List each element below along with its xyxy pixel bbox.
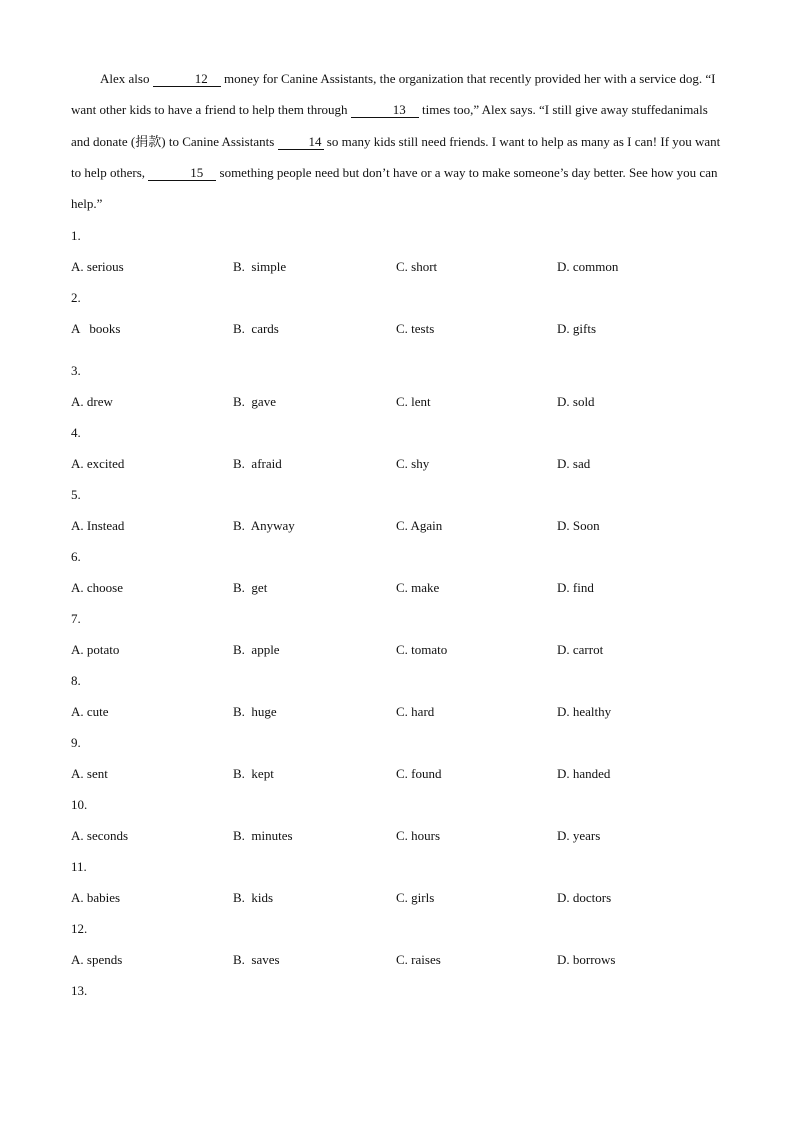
option-a: A. seconds [71, 828, 129, 843]
option-d: D. Soon [557, 518, 600, 533]
question-number: 1. [71, 228, 81, 243]
passage-text-segment: Alex also [100, 71, 153, 86]
option-d: D. find [557, 580, 594, 595]
option-a: A. cute [71, 704, 109, 719]
option-d: D. handed [557, 766, 611, 781]
answer-blank: 14 [278, 134, 324, 150]
options-row [71, 944, 731, 975]
answer-blank: 13 [351, 102, 419, 118]
option-b: B. simple [233, 259, 287, 274]
question-number: 13. [71, 983, 88, 998]
passage-text-segment: so many kids still need friends. I want to help as many as I can! If you want to help others, [71, 133, 721, 180]
option-d: D. doctors [557, 890, 612, 905]
passage [71, 63, 723, 219]
option-b: B. kept [233, 766, 274, 781]
question-number: 8. [71, 673, 81, 688]
options-row [71, 882, 731, 913]
option-b: B. gave [233, 394, 276, 409]
option-b: B. Anyway [233, 518, 295, 533]
option-d: D. carrot [557, 642, 604, 657]
option-a: A. sent [71, 766, 108, 781]
option-c: C. tests [396, 321, 435, 336]
option-c: C. short [396, 259, 438, 274]
option-a: A. Instead [71, 518, 125, 533]
option-b: B. saves [233, 952, 280, 967]
answer-blank: 12 [153, 71, 221, 87]
options-row [71, 634, 731, 665]
question-number: 5. [71, 487, 81, 502]
option-a: A. drew [71, 394, 113, 409]
passage-text-segment: something people need but don’t have or a way to make someone’s day better. See how you can help.” [71, 164, 718, 212]
option-a: A. babies [71, 890, 121, 905]
spacer [71, 344, 731, 355]
options-row [71, 820, 731, 851]
question-number: 2. [71, 290, 81, 305]
option-d: D. healthy [557, 704, 612, 719]
option-c: C. raises [396, 952, 441, 967]
question-number: 10. [71, 797, 88, 812]
option-a: A. excited [71, 456, 125, 471]
passage-text-segment: money for Canine Assistants, the organization that recently provided her with a service dog. “I want other kids to have a friend to help them through [71, 71, 716, 118]
options-row [71, 758, 731, 789]
options-row [71, 510, 731, 541]
option-d: D. years [557, 828, 601, 843]
option-d: D. common [557, 259, 619, 274]
option-c: C. lent [396, 394, 431, 409]
option-c: C. hours [396, 828, 441, 843]
option-c: C. tomato [396, 642, 448, 657]
options-row [71, 696, 731, 727]
question-number: 7. [71, 611, 81, 626]
option-b: B. apple [233, 642, 280, 657]
option-b: B. huge [233, 704, 277, 719]
option-a: A. choose [71, 580, 123, 595]
option-d: D. borrows [557, 952, 616, 967]
passage-text-segment: times too,” Alex says. “I still give away stuffedanimals and donate (捐款) to Canine Assistants [71, 102, 708, 149]
options-row [71, 448, 731, 479]
passage-paragraph [71, 63, 723, 219]
question-number: 12. [71, 921, 88, 936]
option-b: B. minutes [233, 828, 293, 843]
option-b: B. get [233, 580, 268, 595]
option-d: D. gifts [557, 321, 596, 336]
option-c: C. girls [396, 890, 435, 905]
question-number: 11. [71, 859, 87, 874]
option-b: B. cards [233, 321, 279, 336]
option-a: A. spends [71, 952, 123, 967]
question-number: 4. [71, 425, 81, 440]
option-d: D. sad [557, 456, 591, 471]
option-c: C. hard [396, 704, 435, 719]
option-b: B. kids [233, 890, 274, 905]
option-a: A. potato [71, 642, 120, 657]
option-c: C. Again [396, 518, 443, 533]
option-a: A books [71, 321, 121, 336]
option-c: C. make [396, 580, 440, 595]
question-number: 9. [71, 735, 81, 750]
options-row [71, 251, 731, 282]
question-list [71, 220, 731, 1006]
options-row [71, 386, 731, 417]
question-number: 3. [71, 363, 81, 378]
option-d: D. sold [557, 394, 595, 409]
option-c: C. shy [396, 456, 430, 471]
options-row [71, 313, 731, 344]
answer-blank: 15 [148, 165, 216, 181]
option-b: B. afraid [233, 456, 282, 471]
options-row [71, 572, 731, 603]
option-c: C. found [396, 766, 442, 781]
option-a: A. serious [71, 259, 124, 274]
question-number: 6. [71, 549, 81, 564]
